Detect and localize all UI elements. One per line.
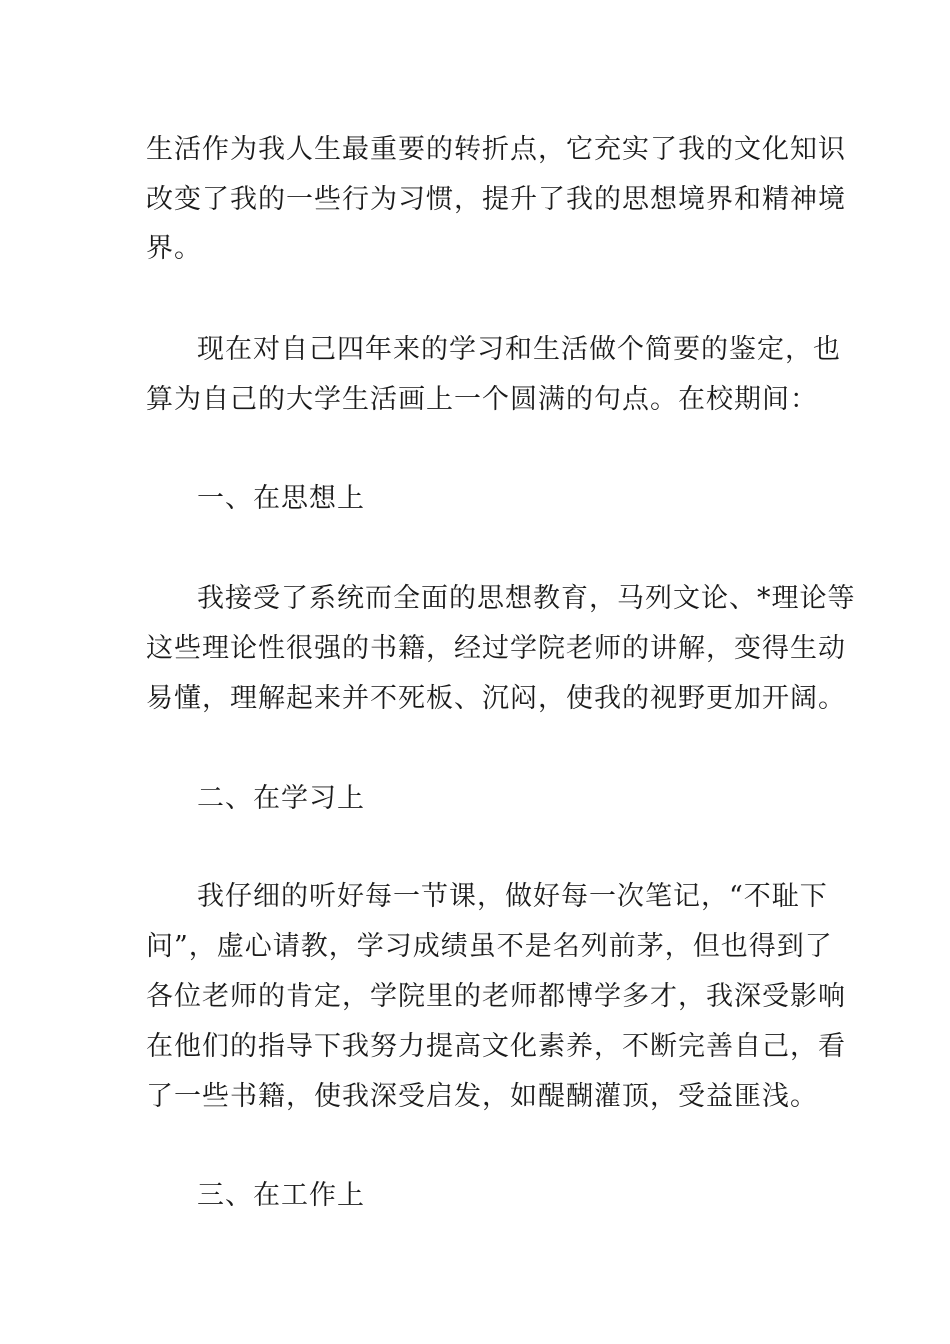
paragraph-2-line-2: 算为自己的大学生活画上一个圆满的句点。在校期间： [146,384,818,415]
section-heading-thought: 一、在思想上 [197,483,365,514]
paragraph-1-line-2: 改变了我的一些行为习惯，提升了我的思想境界和精神境 [146,184,846,215]
section-heading-work: 三、在工作上 [197,1180,365,1211]
paragraph-4-line-3: 各位老师的肯定，学院里的老师都博学多才，我深受影响 [146,981,846,1012]
paragraph-1-line-1: 生活作为我人生最重要的转折点，它充实了我的文化知识 [146,134,846,165]
paragraph-4-line-1: 我仔细的听好每一节课，做好每一次笔记，“不耻下 [197,881,828,912]
paragraph-4-line-5: 了一些书籍，使我深受启发，如醍醐灌顶，受益匪浅。 [146,1081,818,1112]
paragraph-1-line-3: 界。 [146,233,202,264]
paragraph-4-line-2: 问”，虚心请教，学习成绩虽不是名列前茅，但也得到了 [146,931,833,962]
paragraph-3-line-2: 这些理论性很强的书籍，经过学院老师的讲解，变得生动 [146,633,846,664]
paragraph-3-line-3: 易懂，理解起来并不死板、沉闷，使我的视野更加开阔。 [146,683,846,714]
section-heading-study: 二、在学习上 [197,783,365,814]
paragraph-4-line-4: 在他们的指导下我努力提高文化素养，不断完善自己，看 [146,1031,846,1062]
paragraph-2-line-1: 现在对自己四年来的学习和生活做个简要的鉴定，也 [197,334,841,365]
paragraph-3-line-1: 我接受了系统而全面的思想教育，马列文论、*理论等 [197,583,856,614]
